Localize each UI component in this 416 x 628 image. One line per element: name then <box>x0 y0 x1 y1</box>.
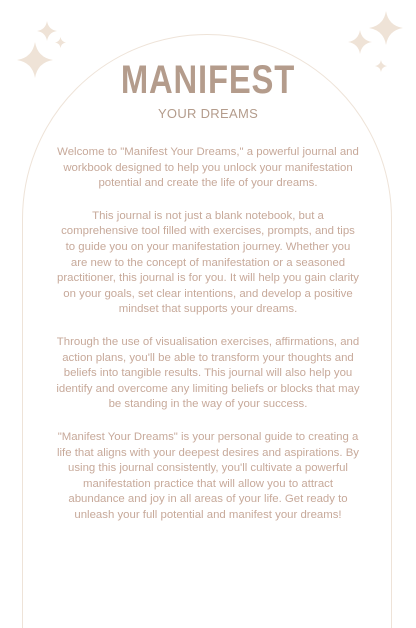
page-title: MANIFEST <box>120 58 296 102</box>
page-subtitle: YOUR DREAMS <box>157 106 259 121</box>
journal-description-paragraph: This journal is not just a blank notebook, but a comprehensive tool filled with exercises, prompts, and tips to guide you on your manifestation journey. Whether you are new to the concept of manifestation or a seasoned practitioner, this journal is for you. It will help you gain clarity on your goals, set clear intentions, and develop a positive mindset that supports your dreams. <box>57 209 359 316</box>
sparkle-icon <box>369 11 403 45</box>
sparkle-icon <box>348 30 372 54</box>
closing-paragraph: "Manifest Your Dreams" is your personal guide to creating a life that aligns with your deepest desires and aspirations. By using this journal consistently, you'll cultivate a powerful manifestation practice that will allow you to attract abundance and joy in all areas of your life. Get ready to unleash your full potential and manifest your dreams! <box>56 430 360 521</box>
intro-paragraph: Welcome to "Manifest Your Dreams," a powerful journal and workbook designed to help you unlock your manifestation potential and create the life of your dreams. <box>57 146 359 190</box>
sparkle-icon <box>37 21 57 41</box>
sparkle-icon <box>55 37 66 48</box>
body-text <box>56 145 360 540</box>
tools-paragraph: Through the use of visualisation exercises, affirmations, and action plans, you'll be able to transform your thoughts and beliefs into tangible results. This journal will also help you identify and overcome any limiting beliefs or blocks that may be standing in the way of your success. <box>56 335 360 411</box>
